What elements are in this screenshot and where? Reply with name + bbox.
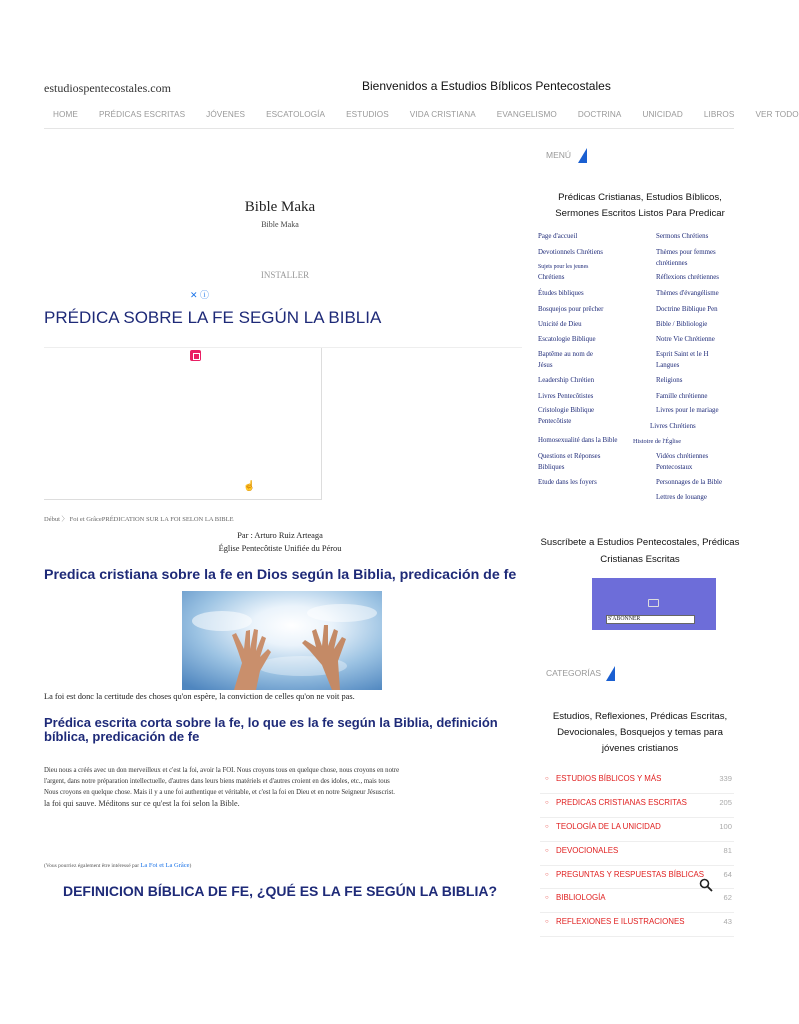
breadcrumb[interactable]: Début 〉 Foi et GrâcePRÉDICATION SUR LA FOI SELON LA BIBLE bbox=[44, 516, 234, 523]
main-nav bbox=[44, 101, 799, 129]
sidebar-link[interactable]: Homosexualité dans la Bible bbox=[538, 437, 618, 444]
nav-ver-todo[interactable]: VER TODO bbox=[755, 110, 799, 119]
paragraph-line: l'argent, dans notre préparation intellectuelle, d'autres dans leurs biens matériels et d'autres croient en des idoles, etc., mais tous bbox=[44, 778, 390, 785]
nav-jovenes[interactable]: JÓVENES bbox=[206, 110, 246, 119]
categories-title: Estudios, Reflexiones, Prédicas Escritas, Devocionales, Bosquejos y temas para jóvenes cristianos bbox=[552, 711, 728, 754]
sidebar-link[interactable]: Pentecôtiste bbox=[538, 418, 572, 425]
bullet-icon: ○ bbox=[545, 895, 549, 902]
sidebar-link[interactable]: Personnages de la Bible bbox=[656, 479, 723, 486]
category-count: 64 bbox=[723, 869, 732, 879]
bullet-icon: ○ bbox=[545, 776, 549, 782]
nav-escatologia[interactable]: ESCATOLOGÍA bbox=[266, 110, 326, 119]
sidebar-link[interactable]: Jésus bbox=[538, 362, 553, 369]
sidebar-link[interactable]: chrétiennes bbox=[656, 260, 688, 267]
subscribe-title: Suscríbete a Estudios Pentecostales, Prédicas Cristianas Escritas bbox=[540, 537, 740, 565]
image-caption: La foi est donc la certitude des choses qu'on espère, la conviction de celles qu'on ne voit pas. bbox=[44, 692, 355, 701]
ad-badge-icon[interactable] bbox=[190, 350, 201, 361]
category-label[interactable]: PREGUNTAS Y RESPUESTAS BÍBLICAS bbox=[556, 869, 705, 879]
category-list bbox=[540, 770, 734, 937]
sidebar-link[interactable]: Lettres de louange bbox=[656, 494, 707, 501]
sidebar-link[interactable]: Histoire de l'Église bbox=[633, 438, 682, 445]
sidebar-link[interactable]: Réflexions chrétiennes bbox=[656, 274, 719, 281]
category-count: 81 bbox=[723, 845, 732, 855]
sidebar-link[interactable]: Doctrine Biblique Pen bbox=[656, 306, 718, 313]
section-heading: Predica cristiana sobre la fe en Dios según la Biblia, predicación de fe bbox=[44, 567, 517, 583]
ad-app-title[interactable]: Bible Maka bbox=[244, 199, 316, 215]
category-item[interactable] bbox=[540, 770, 734, 794]
sidebar-link[interactable]: Études bibliques bbox=[538, 290, 584, 297]
category-label[interactable]: DEVOCIONALES bbox=[556, 845, 619, 855]
article-title: PRÉDICA SOBRE LA FE SEGÚN LA BIBLIA bbox=[44, 308, 382, 327]
definition-heading: DEFINICION BÍBLICA DE FE, ¿QUÉ ES LA FE SEGÚN LA BIBLIA? bbox=[62, 883, 497, 899]
sidebar-link[interactable]: Bible / Bibliologie bbox=[656, 321, 708, 328]
nav-unicidad[interactable]: UNICIDAD bbox=[642, 110, 683, 119]
nav-predicas-escritas[interactable]: PRÉDICAS ESCRITAS bbox=[98, 110, 186, 119]
paragraph-line: Dieu nous a créés avec un don merveilleux et c'est la foi, avoir la FOI. Nous croyons tous en quelque chose, nous croyons en notre bbox=[44, 767, 400, 774]
sidebar-link[interactable]: Pentecostaux bbox=[656, 464, 693, 471]
nav-evangelismo[interactable]: EVANGELISMO bbox=[496, 110, 557, 119]
nav-vida-cristiana[interactable]: VIDA CRISTIANA bbox=[409, 110, 476, 119]
sidebar-link[interactable]: Bosquejos pour prêcher bbox=[538, 306, 604, 313]
sidebar-link[interactable]: Devotionnels Chrétiens bbox=[538, 249, 603, 256]
category-item[interactable] bbox=[540, 889, 734, 913]
related-prefix: (Vous pourriez également être intéressé par bbox=[44, 863, 141, 869]
ad-frame[interactable] bbox=[44, 347, 522, 500]
article-author: Par : Arturo Ruiz Arteaga bbox=[237, 531, 323, 540]
category-item[interactable] bbox=[540, 818, 734, 842]
bullet-icon: ○ bbox=[545, 823, 549, 830]
sidebar-link[interactable]: Baptême au nom de bbox=[538, 351, 593, 358]
sidebar-link[interactable]: Leadership Chrétien bbox=[538, 377, 595, 384]
ad-install-button[interactable]: INSTALLER bbox=[260, 270, 310, 280]
category-label[interactable]: BIBLIOLOGÍA bbox=[556, 893, 606, 903]
related-note bbox=[44, 862, 191, 869]
sidebar-link[interactable]: Famille chrétienne bbox=[656, 393, 708, 400]
category-count: 100 bbox=[719, 821, 732, 831]
menu-accent-icon bbox=[578, 148, 587, 163]
nav-home[interactable]: HOME bbox=[53, 110, 78, 119]
related-link[interactable]: La Foi et La Grâce bbox=[140, 862, 190, 869]
category-item[interactable] bbox=[540, 794, 734, 818]
nav-doctrina[interactable]: DOCTRINA bbox=[577, 110, 622, 119]
adchoices-icon[interactable]: ✕ ⓘ bbox=[190, 290, 210, 300]
ad-hand-icon: ☝ bbox=[243, 481, 256, 492]
sidebar-link[interactable]: Esprit Saint et le H bbox=[656, 351, 709, 358]
category-item[interactable] bbox=[540, 913, 734, 937]
sidebar-link[interactable]: Chrétiens bbox=[538, 274, 565, 281]
menu-label: MENÚ bbox=[546, 150, 572, 160]
category-label[interactable]: TEOLOGÍA DE LA UNICIDAD bbox=[556, 821, 661, 831]
category-label[interactable]: ESTUDIOS BÍBLICOS Y MÁS bbox=[556, 774, 662, 783]
bullet-icon: ○ bbox=[545, 871, 549, 878]
category-item[interactable] bbox=[540, 842, 734, 866]
sidebar-link[interactable]: Thèmes pour femmes bbox=[656, 249, 716, 256]
category-count: 43 bbox=[723, 917, 732, 927]
article-church: Église Pentecôtiste Unifiée du Pérou bbox=[218, 544, 342, 553]
subscribe-button[interactable]: S'ABONNER bbox=[606, 615, 695, 624]
categories-accent-icon bbox=[606, 666, 615, 681]
search-icon[interactable] bbox=[699, 878, 713, 892]
mail-icon bbox=[648, 599, 659, 607]
sidebar-link[interactable]: Religions bbox=[656, 377, 683, 384]
sidebar-link[interactable]: Escatologie Biblique bbox=[538, 336, 596, 343]
sidebar-title: Prédicas Cristianas, Estudios Bíblicos, Sermones Escritos Listos Para Predicar bbox=[555, 192, 725, 219]
sidebar-link[interactable]: Etude dans les foyers bbox=[538, 479, 597, 486]
ad-frame-inner bbox=[44, 348, 322, 500]
sidebar-link[interactable]: Vidéos chrétiennes bbox=[656, 453, 709, 460]
bullet-icon: ○ bbox=[545, 847, 549, 854]
hands-sky-image bbox=[182, 591, 382, 690]
paragraph-line: la foi qui sauve. Méditons sur ce qu'est la foi selon la Bible. bbox=[44, 799, 240, 808]
sidebar-link[interactable]: Unicité de Dieu bbox=[538, 321, 582, 328]
category-count: 62 bbox=[723, 893, 732, 903]
subsection-heading: Prédica escrita corta sobre la fe, lo que es la fe según la Biblia, definición bíblica, predicación de fe bbox=[44, 715, 498, 744]
sidebar-link[interactable]: Livres pour le mariage bbox=[656, 407, 719, 414]
sidebar-link[interactable]: Thèmes d'évangélisme bbox=[656, 290, 719, 297]
sidebar-link[interactable]: Bibliques bbox=[538, 464, 565, 471]
sidebar-link[interactable]: Livres Pentecôtistes bbox=[538, 393, 594, 400]
ad-app-subtitle: Bible Maka bbox=[261, 220, 299, 229]
article-paragraph bbox=[44, 765, 474, 809]
sidebar-link[interactable]: Langues bbox=[656, 362, 680, 369]
sidebar-link[interactable]: Sermons Chrétiens bbox=[656, 233, 709, 240]
site-logo[interactable]: estudiospentecostales.com bbox=[44, 81, 171, 95]
sidebar-link[interactable]: Questions et Réponses bbox=[538, 453, 601, 460]
category-label[interactable]: REFLEXIONES E ILUSTRACIONES bbox=[556, 917, 685, 927]
paragraph-line: Nous croyons en quelque chose. Mais il y a une foi authentique et véritable, et c'est la foi en Dieu et en notre Seigneur Jésuscrist. bbox=[44, 789, 395, 796]
bullet-icon: ○ bbox=[545, 799, 549, 806]
sidebar-link[interactable]: Notre Vie Chrétienne bbox=[656, 336, 715, 343]
categories-label: CATEGORÍAS bbox=[546, 668, 602, 678]
nav-libros[interactable]: LIBROS bbox=[703, 110, 735, 119]
welcome-title: Bienvenidos a Estudios Bíblicos Pentecostales bbox=[362, 79, 611, 93]
subscribe-widget[interactable] bbox=[592, 578, 716, 630]
category-count: 339 bbox=[719, 774, 732, 783]
sidebar-link[interactable]: Livres Chrétiens bbox=[650, 423, 696, 430]
related-suffix: ) bbox=[189, 863, 192, 869]
category-label[interactable]: PREDICAS CRISTIANAS ESCRITAS bbox=[556, 797, 687, 807]
sidebar-link[interactable]: Sujets pour les jeunes bbox=[538, 264, 589, 270]
nav-estudios[interactable]: ESTUDIOS bbox=[346, 110, 389, 119]
sidebar-link[interactable]: Page d'accueil bbox=[538, 233, 578, 240]
bullet-icon: ○ bbox=[545, 919, 549, 926]
sidebar-link[interactable]: Cristologie Biblique bbox=[538, 407, 595, 414]
category-count: 205 bbox=[719, 797, 732, 807]
